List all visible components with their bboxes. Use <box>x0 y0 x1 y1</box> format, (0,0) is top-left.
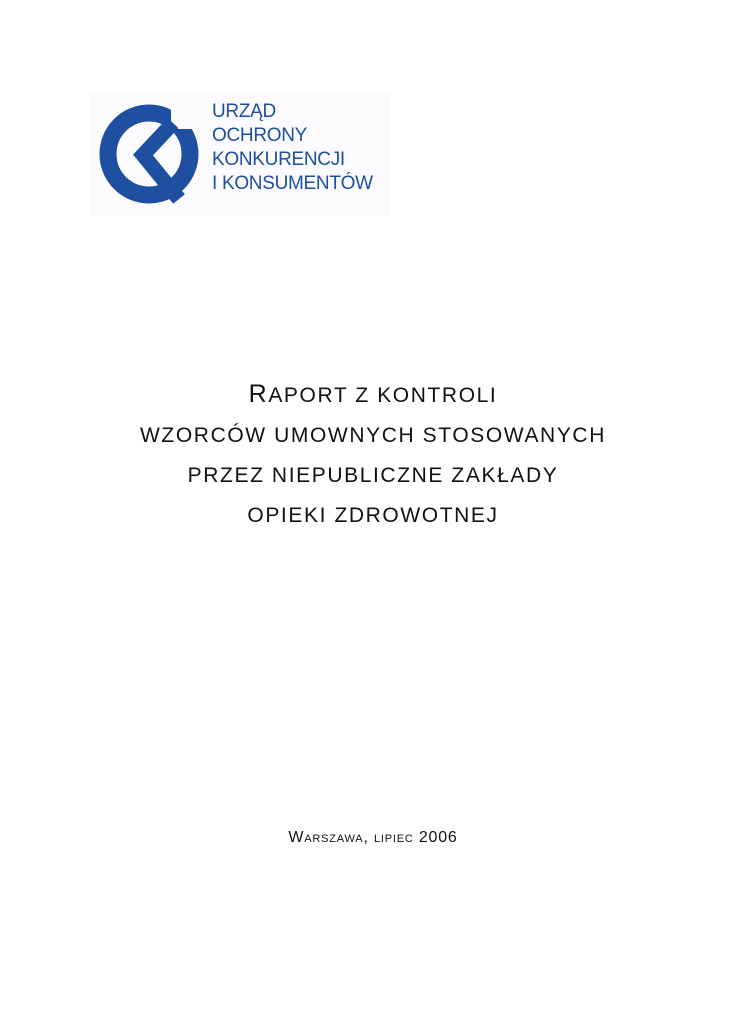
year: 2006 <box>413 829 458 846</box>
month: lipiec <box>373 829 414 846</box>
title-line-1 <box>0 374 746 416</box>
title-initial: R <box>248 380 269 408</box>
uokik-logo <box>90 92 390 216</box>
title-line-3: PRZEZ NIEPUBLICZNE ZAKŁADY <box>187 464 559 487</box>
uokik-emblem-icon <box>97 99 203 209</box>
logo-line: I KONSUMENTÓW <box>212 173 373 194</box>
title-line-1-rest: APORT Z KONTROLI <box>268 384 498 407</box>
separator: , <box>363 829 374 846</box>
title-line-4: OPIEKI ZDROWOTNEJ <box>247 504 499 527</box>
title-line-2: WZORCÓW UMOWNYCH STOSOWANYCH <box>140 424 606 447</box>
place: Warszawa <box>288 829 364 846</box>
logo-line: URZĄD <box>212 101 276 122</box>
logo-line: OCHRONY <box>212 125 308 146</box>
logo-line: KONKURENCJI <box>212 149 345 170</box>
logo-wordmark <box>212 100 373 196</box>
report-title <box>0 374 746 536</box>
place-and-date <box>0 829 746 847</box>
